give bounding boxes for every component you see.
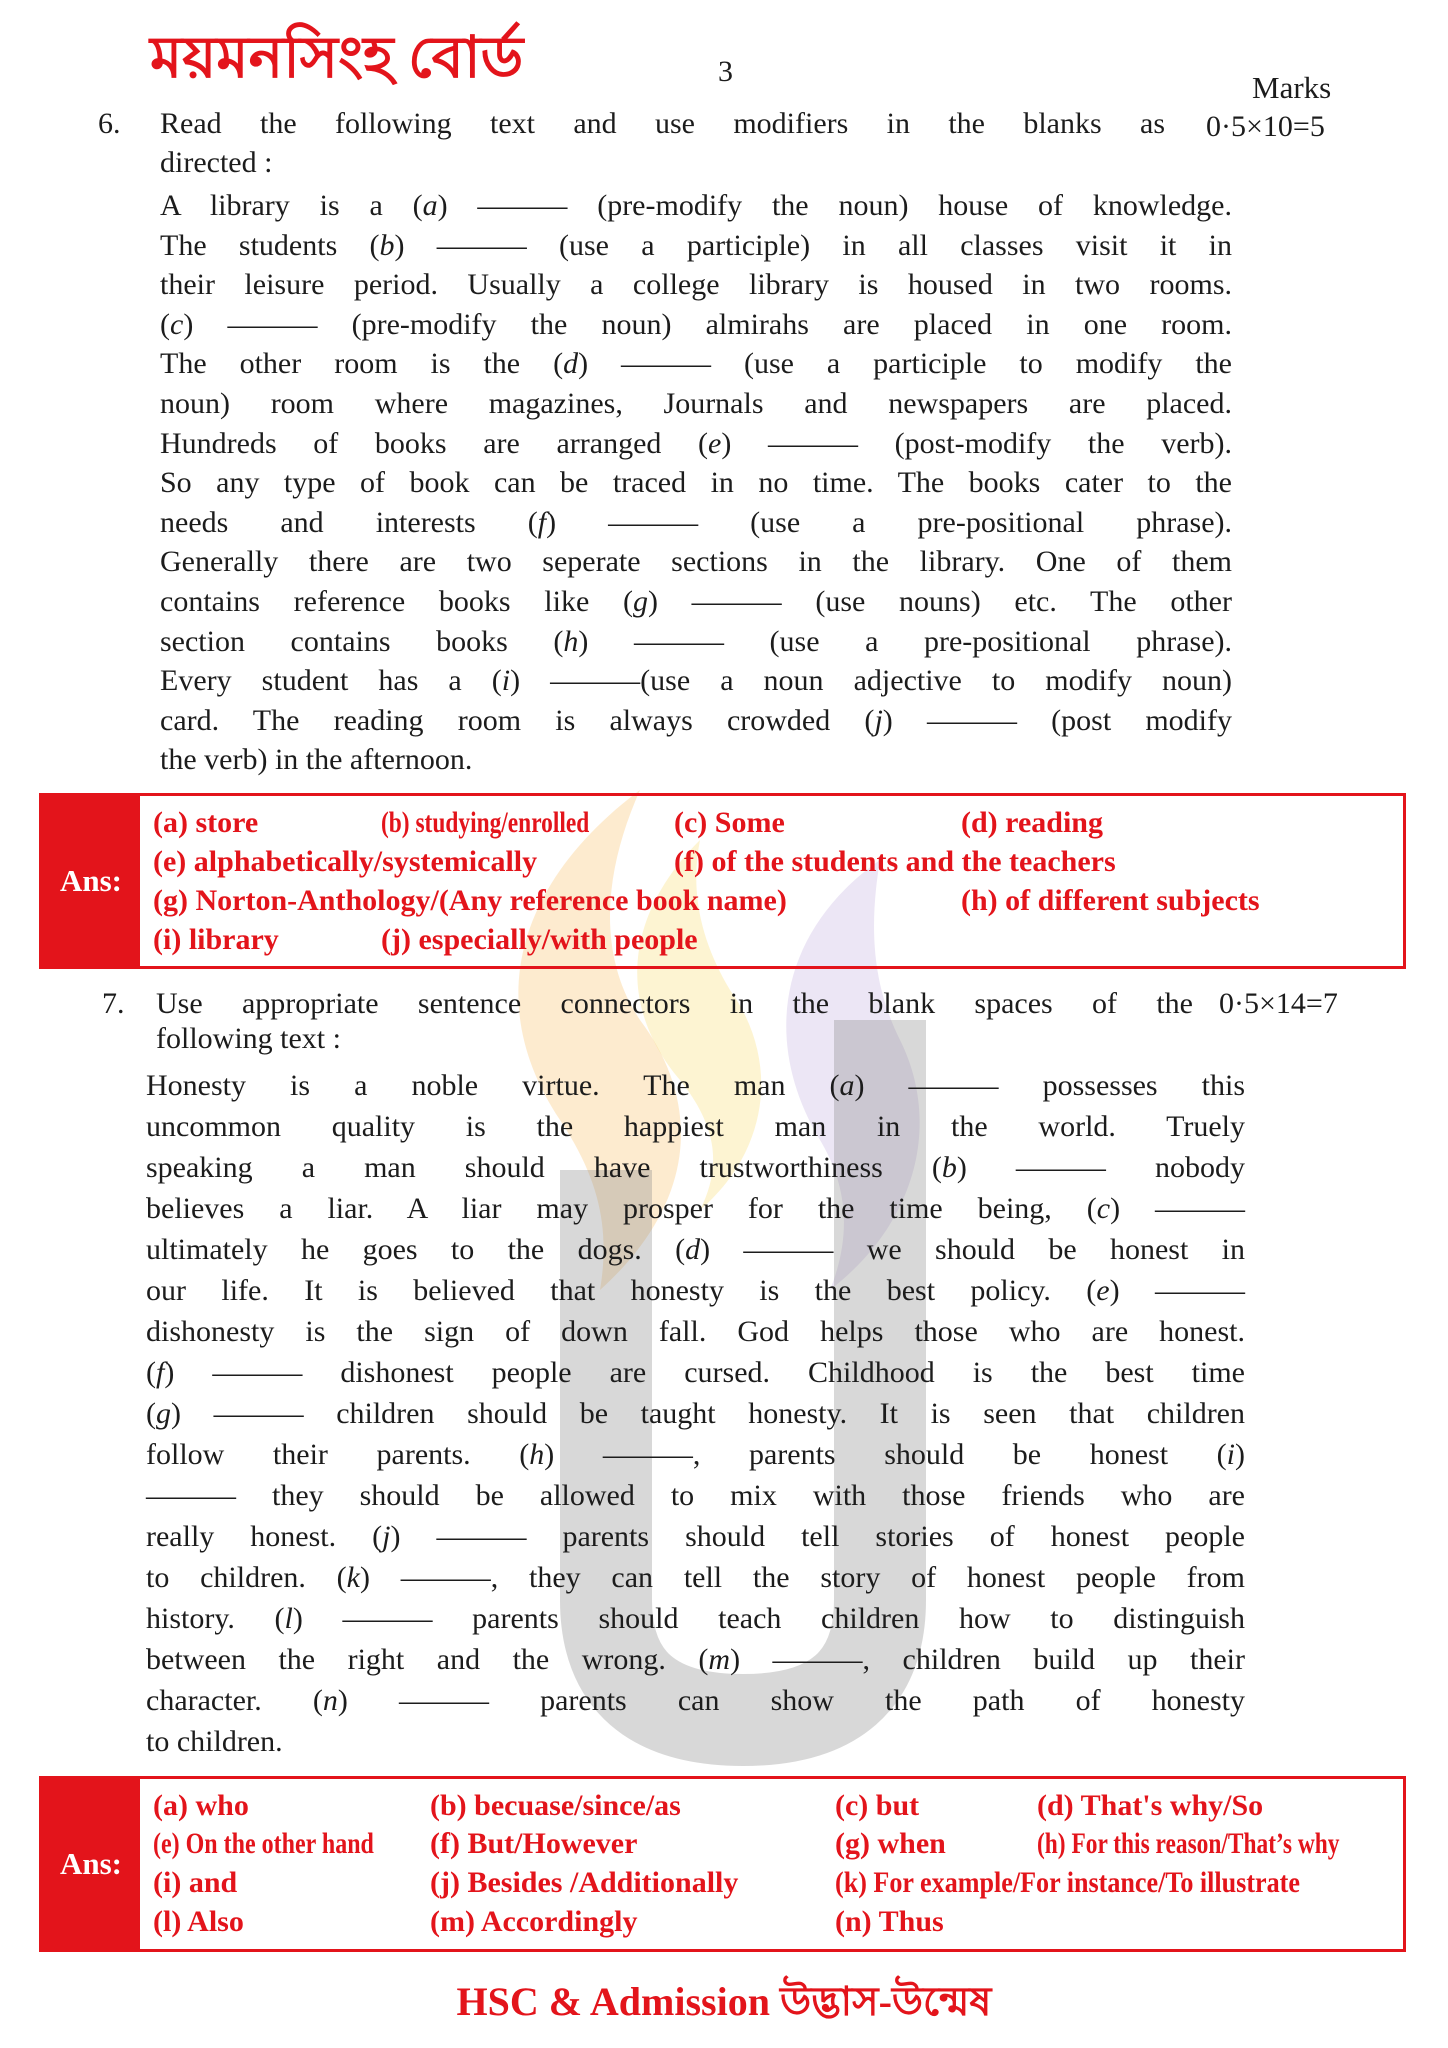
q6-passage bbox=[160, 186, 1232, 780]
answer-item: (g) when bbox=[835, 1827, 946, 1860]
passage-line: ultimately he goes to the dogs. (d) ——— we should be honest in bbox=[146, 1233, 1245, 1266]
answer-label: Ans: bbox=[42, 1779, 140, 1949]
passage-line: character. (n) ——— parents can show the path of honesty bbox=[146, 1684, 1245, 1717]
answer-item: (c) Some bbox=[674, 806, 785, 839]
answer-item: (k) For example/For instance/To illustrate bbox=[835, 1866, 1300, 1899]
passage-line: believes a liar. A liar may prosper for the time being, (c) ——— bbox=[146, 1192, 1245, 1225]
answer-label: Ans: bbox=[42, 796, 140, 966]
answer-item: (d) reading bbox=[961, 806, 1103, 839]
passage-line: So any type of book can be traced in no time. The books cater to the bbox=[160, 466, 1232, 500]
passage-line: noun) room where magazines, Journals and newspapers are placed. bbox=[160, 386, 1232, 420]
answer-item: (n) Thus bbox=[835, 1905, 944, 1938]
footer-branding bbox=[0, 1976, 1448, 2028]
passage-line: (g) ——— children should be taught honesty. It is seen that children bbox=[146, 1397, 1245, 1430]
passage-line: speaking a man should have trustworthiness (b) ——— nobody bbox=[146, 1151, 1245, 1184]
passage-line: card. The reading room is always crowded (j) ——— (post modify bbox=[160, 703, 1233, 737]
question-instruction: Use appropriate sentence connectors in the blank spaces of the bbox=[156, 987, 1193, 1020]
question-number: 6. bbox=[98, 107, 121, 140]
answer-item: (m) Accordingly bbox=[430, 1905, 638, 1938]
passage-line: section contains books (h) ——— (use a pre-positional phrase). bbox=[160, 624, 1232, 658]
question-instruction: Read the following text and use modifiers in the blanks as bbox=[160, 107, 1165, 140]
passage-line: to children. (k) ———, they can tell the story of honest people from bbox=[146, 1561, 1245, 1594]
passage-line: follow their parents. (h) ———, parents should be honest (i) bbox=[146, 1438, 1246, 1471]
answer-item: (e) On the other hand bbox=[153, 1827, 374, 1860]
answer-item: (j) especially/with people bbox=[381, 923, 698, 956]
answer-item: (a) who bbox=[153, 1789, 249, 1822]
passage-line: dishonesty is the sign of down fall. God helps those who are honest. bbox=[146, 1315, 1245, 1348]
passage-line: ——— they should be allowed to mix with those friends who are bbox=[146, 1479, 1245, 1512]
question-number: 7. bbox=[102, 987, 125, 1020]
answer-item: (l) Also bbox=[153, 1905, 244, 1938]
marks-label: Marks bbox=[1252, 70, 1332, 105]
answer-item: (b) studying/enrolled bbox=[381, 806, 590, 839]
passage-line: Hundreds of books are arranged (e) ——— (post-modify the verb). bbox=[160, 426, 1232, 460]
passage-line: Honesty is a noble virtue. The man (a) ——— possesses this bbox=[146, 1069, 1245, 1102]
answer-item: (b) becuase/since/as bbox=[430, 1789, 681, 1822]
passage-line: The other room is the (d) ——— (use a participle to modify the bbox=[160, 347, 1232, 381]
passage-line: needs and interests (f) ——— (use a pre-positional phrase). bbox=[160, 505, 1233, 539]
answer-item: (h) of different subjects bbox=[961, 884, 1260, 917]
passage-line: contains reference books like (g) ——— (use nouns) etc. The other bbox=[160, 584, 1232, 618]
answer-item: (f) But/However bbox=[430, 1827, 638, 1860]
question-marks: 0·5×14=7 bbox=[1219, 987, 1338, 1020]
answer-item: (e) alphabetically/systemically bbox=[153, 845, 538, 878]
answer-item: (d) That's why/So bbox=[1037, 1789, 1264, 1822]
question-instruction-cont: directed : bbox=[160, 146, 273, 179]
answer-item: (a) store bbox=[153, 806, 259, 839]
answer-item: (h) For this reason/That’s why bbox=[1037, 1827, 1340, 1860]
passage-line: to children. bbox=[146, 1725, 283, 1758]
answer-item: (f) of the students and the teachers bbox=[674, 845, 1116, 878]
passage-line: really honest. (j) ——— parents should tell stories of honest people bbox=[146, 1520, 1245, 1553]
passage-line: uncommon quality is the happiest man in the world. Truely bbox=[146, 1110, 1245, 1143]
footer-title: HSC & Admission bbox=[456, 1979, 770, 2024]
board-title: ময়মনসিংহ বোর্ড bbox=[150, 25, 524, 90]
passage-line: A library is a (a) ——— (pre-modify the noun) house of knowledge. bbox=[160, 189, 1232, 222]
passage-line: Every student has a (i) ———(use a noun adjective to modify noun) bbox=[160, 664, 1232, 698]
passage-line: our life. It is believed that honesty is the best policy. (e) ——— bbox=[146, 1274, 1245, 1307]
answer-box-q7 bbox=[39, 1776, 1406, 1952]
passage-line: (c) ——— (pre-modify the noun) almirahs are placed in one room. bbox=[160, 307, 1232, 341]
passage-line: between the right and the wrong. (m) ———, children build up their bbox=[146, 1643, 1245, 1676]
passage-line: the verb) in the afternoon. bbox=[160, 743, 473, 777]
q7-passage bbox=[146, 1065, 1245, 1762]
footer-brand: উদ্ভাস-উন্মেষ bbox=[779, 1979, 992, 2024]
answer-item: (j) Besides /Additionally bbox=[430, 1866, 739, 1899]
passage-line: The students (b) ——— (use a participle) in all classes visit it in bbox=[160, 228, 1232, 262]
answer-item: (i) library bbox=[153, 923, 279, 956]
answer-item: (g) Norton-Anthology/(Any reference book name) bbox=[153, 884, 787, 917]
passage-line: their leisure period. Usually a college library is housed in two rooms. bbox=[160, 268, 1232, 302]
answer-box-q6 bbox=[39, 793, 1406, 969]
question-marks: 0·5×10=5 bbox=[1206, 110, 1325, 143]
page-number: 3 bbox=[718, 55, 733, 88]
passage-line: (f) ——— dishonest people are cursed. Childhood is the best time bbox=[146, 1356, 1245, 1389]
answer-item: (i) and bbox=[153, 1866, 238, 1899]
passage-line: history. (l) ——— parents should teach children how to distinguish bbox=[146, 1602, 1245, 1635]
answer-item: (c) but bbox=[835, 1789, 920, 1822]
question-instruction-cont: following text : bbox=[156, 1022, 341, 1055]
passage-line: Generally there are two seperate sections in the library. One of them bbox=[160, 545, 1232, 579]
